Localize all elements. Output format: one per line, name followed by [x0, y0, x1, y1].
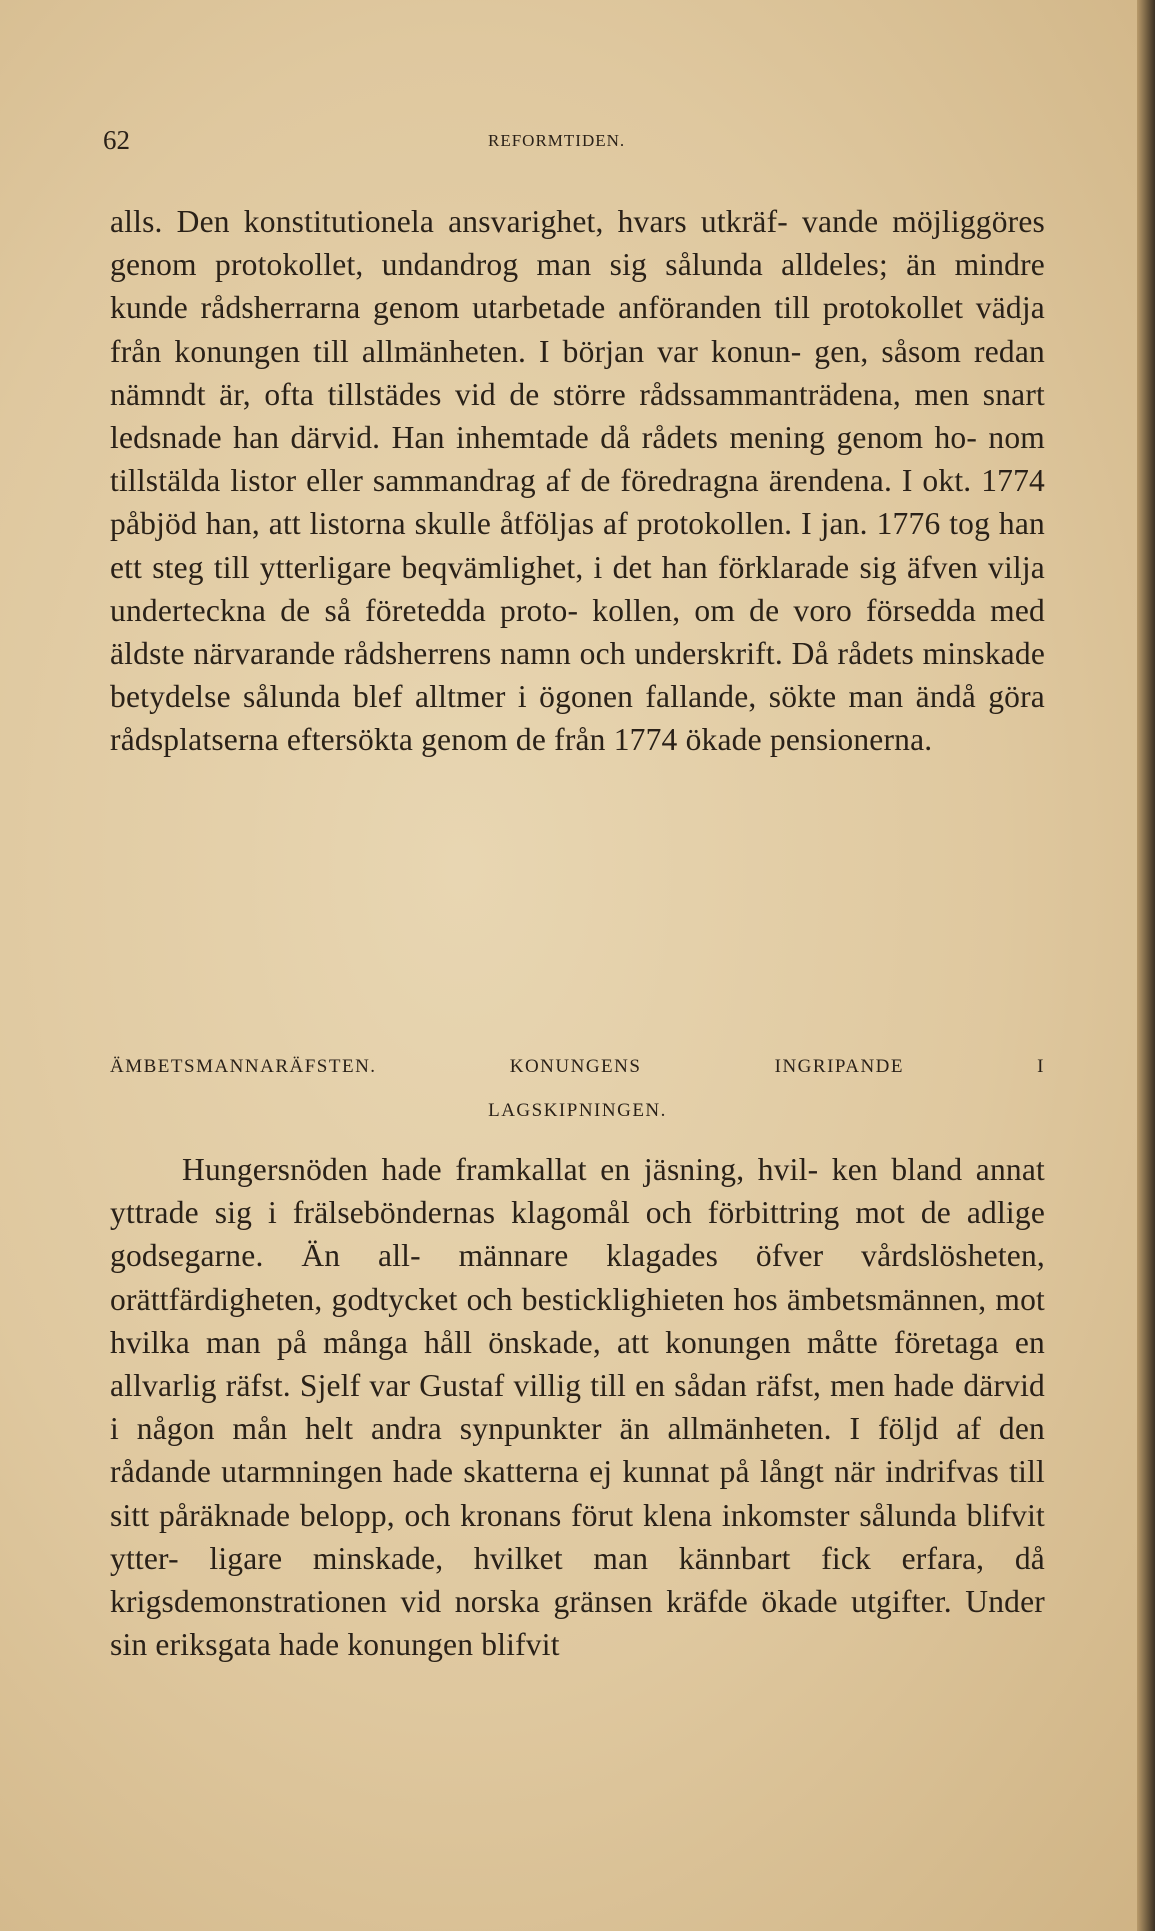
body-paragraph: Hungersnöden hade framkallat en jäsning, hvil- ken bland annat yttrade sig i frälseböndernas klagomål och förbittring mot de adlige godsegarne. Än all- männare klagades öfver vårdslösheten, orättfärdigheten, godtycket och besticklighieten hos ämbetsmännen, mot hvilka man på många håll önskade, att konungen måtte företaga en allvarlig räfst. Sjelf var Gustaf villig till en sådan räfst, men hade därvid i någon mån helt andra synpunkter än allmänheten. I följd af den rådande utarmningen hade skatterna ej kunnat på långt när indrifvas till sitt påräknade belopp, och kronans förut klena inkomster sålunda blifvit ytter- ligare minskade, hvilket man kännbart fick erfara, då krigsdemonstrationen vid norska gränsen kräfde ökade utgifter. Under sin eriksgata hade konungen blifvit	[110, 1152, 1045, 1663]
section-heading-line-1: ÄMBETSMANNARÄFSTEN. KONUNGENS INGRIPANDE I	[110, 1056, 1045, 1077]
section-heading-line-2: LAGSKIPNINGEN.	[488, 1100, 667, 1121]
section-heading	[110, 1045, 1045, 1133]
paragraph-block-2	[110, 1148, 1045, 1666]
page-edge-shadow	[1137, 0, 1155, 1931]
paragraph-block-1	[110, 200, 1045, 762]
body-paragraph: alls. Den konstitutionela ansvarighet, hvars utkräf- vande möjliggöres genom protokollet, undandrog man sig sålunda alldeles; än mindre kunde rådsherrarna genom utarbetade anföranden till protokollet vädja från konungen till allmänheten. I början var konun- gen, såsom redan nämndt är, ofta tillstädes vid de större rådssammanträdena, men snart ledsnade han därvid. Han inhemtade då rådets mening genom ho- nom tillstälda listor eller sammandrag af de föredragna ärendena. I okt. 1774 påbjöd han, att listorna skulle åtföljas af protokollen. I jan. 1776 tog han ett steg till ytterligare beqvämlighet, i det han förklarade sig äfven vilja underteckna de så företedda proto- kollen, om de voro försedda med äldste närvarande rådsherrens namn och underskrift. Då rådets minskade betydelse sålunda blef alltmer i ögonen fallande, sökte man ändå göra rådsplatserna eftersökta genom de från 1774 ökade pensionerna.	[110, 204, 1045, 758]
running-head: REFORMTIDEN.	[488, 131, 626, 150]
page-header	[103, 125, 1038, 165]
page-number: 62	[103, 125, 130, 155]
